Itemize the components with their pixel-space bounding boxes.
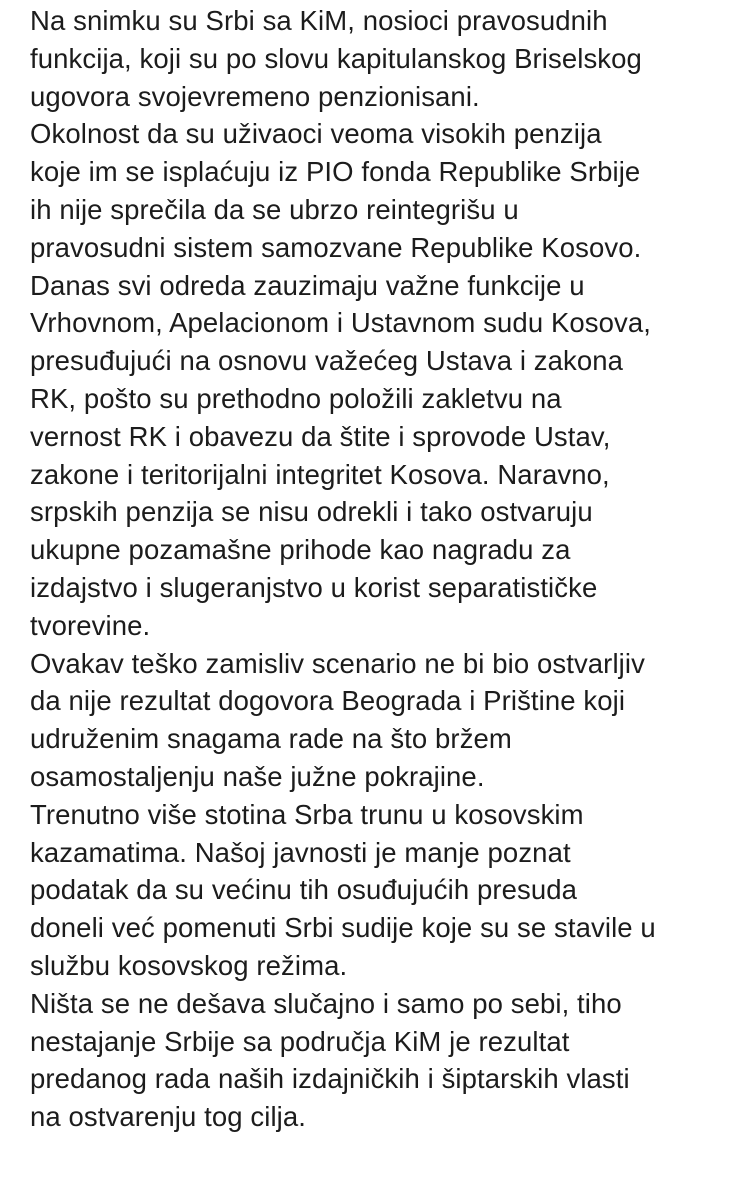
text-line: izdajstvo i slugeranjstvo u korist separatističke (30, 571, 598, 603)
text-line: tvorevine. (30, 609, 151, 641)
text-line: Vrhovnom, Apelacionom i Ustavnom sudu Kosova, (30, 307, 652, 339)
text-line: ugovora svojevremeno penzionisani. (30, 80, 480, 112)
text-line: udruženim snagama rade na što bržem (30, 723, 512, 755)
text-line: zakone i teritorijalni integritet Kosova. Naravno, (30, 458, 610, 490)
text-line: podatak da su većinu tih osuđujućih presuda (30, 874, 578, 906)
text-line: službu kosovskog režima. (30, 949, 348, 981)
text-line: presuđujući na osnovu važećeg Ustava i zakona (30, 345, 624, 377)
text-line: ih nije sprečila da se ubrzo reintegrišu u (30, 193, 519, 225)
text-line: srpskih penzija se nisu odrekli i tako ostvaruju (30, 496, 593, 528)
text-line: osamostaljenju naše južne pokrajine. (30, 760, 485, 792)
text-line: RK, pošto su prethodno položili zakletvu na (30, 382, 562, 414)
text-line: ukupne pozamašne prihode kao nagradu za (30, 534, 571, 566)
text-line: pravosudni sistem samozvane Republike Kosovo. (30, 231, 642, 263)
text-line: na ostvarenju tog cilja. (30, 1101, 307, 1133)
text-line: Na snimku su Srbi sa KiM, nosioci pravosudnih (30, 5, 608, 36)
text-line: predanog rada naših izdajničkih i šiptarskih vlasti (30, 1063, 630, 1095)
text-line: koje im se isplaćuju iz PIO fonda Republike Srbije (30, 156, 641, 188)
text-line: da nije rezultat dogovora Beograda i Prištine koji (30, 685, 626, 717)
text-line: Ništa se ne dešava slučajno i samo po sebi, tiho (30, 987, 622, 1019)
text-line: nestajanje Srbije sa područja KiM je rezultat (30, 1025, 570, 1057)
text-line: doneli već pomenuti Srbi sudije koje su se stavile u (30, 912, 656, 944)
text-line: Danas svi odreda zauzimaju važne funkcije u (30, 269, 585, 301)
text-line: Trenutno više stotina Srba trunu u kosovskim (30, 798, 584, 830)
text-line: kazamatima. Našoj javnosti je manje poznat (30, 836, 571, 868)
text-line: Ovakav teško zamisliv scenario ne bi bio ostvarljiv (30, 647, 645, 679)
text-line: funkcija, koji su po slovu kapitulanskog Briselskog (30, 42, 642, 74)
text-line: Okolnost da su uživaoci veoma visokih penzija (30, 118, 602, 150)
text-line: vernost RK i obavezu da štite i sprovode Ustav, (30, 420, 611, 452)
